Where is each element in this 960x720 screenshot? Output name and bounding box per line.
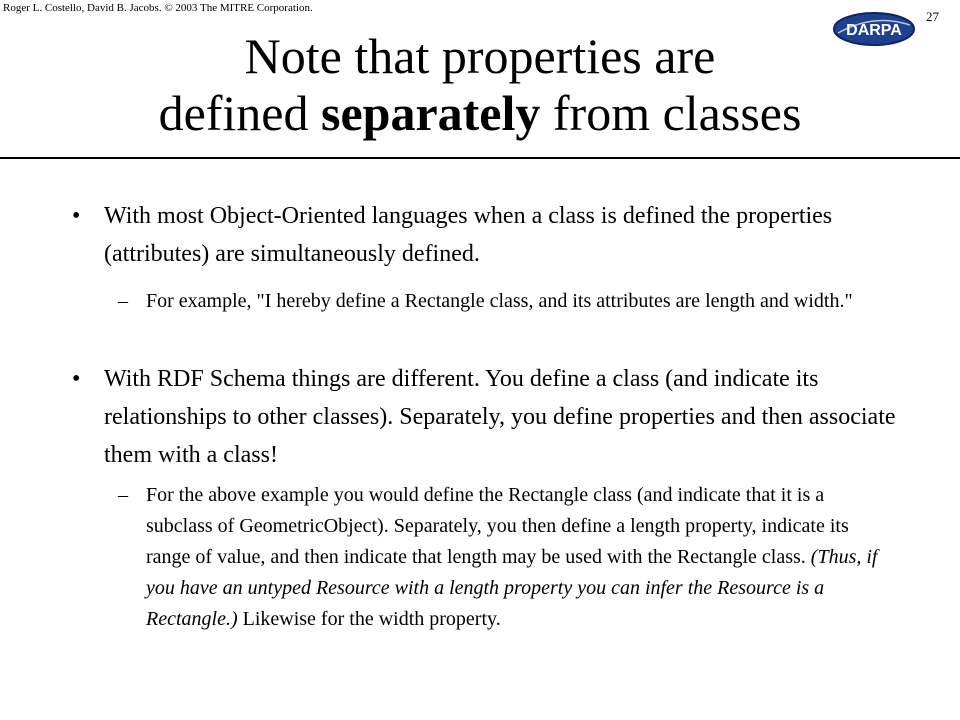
title-divider [0,157,960,159]
page-number: 27 [926,9,939,24]
sub-bullet-text-end: Likewise for the width property. [237,608,501,630]
bullet-text: With RDF Schema things are different. You define a class (and indicate its relationships to other classes). Separately, you define properties and then associate them with a class! [104,366,896,468]
title-emphasis: separately [321,85,541,141]
title-line-1: Note that properties are [244,28,716,84]
sub-bullet-text-italic: (Thus, if you have an untyped Resource with a length property you can infer the Resource is a Rectangle.) [146,546,878,630]
sub-bullet-text-main: For the above example you would define the Rectangle class (and indicate that it is a subclass of GeometricObject). Separately, you then define a length property, indicate its range of value, and then indicate that length may be used with the Rectangle class. [146,484,849,568]
title-line-2-start: defined [158,85,321,141]
sub-bullet-text [146,480,886,635]
author-credit: Roger L. Costello, David B. Jacobs. © 2003 The MITRE Corporation. [3,2,313,14]
bullet-marker: • [72,203,81,229]
title-line-2-end: from classes [540,85,802,141]
sub-bullet-marker: – [118,484,128,506]
sub-bullet-marker: – [118,290,128,312]
bullet-marker: • [72,366,81,392]
logo-text: DARPA [846,22,902,39]
bullet-text: With most Object-Oriented languages when a class is defined the properties (attributes) are simultaneously defined. [104,203,833,267]
title-line-2 [0,85,960,142]
sub-bullet-text: For example, "I hereby define a Rectangle class, and its attributes are length and width." [146,290,853,312]
slide-title [0,28,960,142]
